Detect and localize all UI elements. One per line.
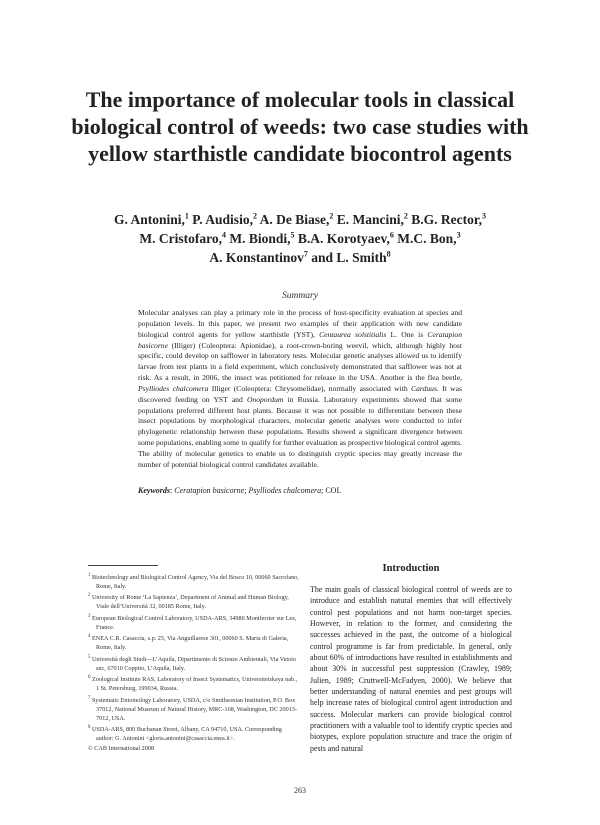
footnote [88,633,300,653]
footnote-divider [88,565,158,566]
footnote-marker: 8 [88,725,91,731]
author-name: B.G. Rector, [411,212,482,227]
footnote-marker: 7 [88,695,91,701]
author-list [80,210,520,267]
affiliation-marker: 1 [184,211,189,221]
footnote-text: ENEA C.R. Casaccia, s.p. 25, Via Anguillarese 301, 00060 S. Maria di Galeria, Rome, Italy. [91,635,289,652]
introduction-heading: Introduction [382,563,440,574]
affiliation-marker: 2 [252,211,257,221]
author-name: E. Mancini, [336,212,404,227]
introduction-text: The main goals of classical biological control of weeds are to introduce and establish natural enemies that will effectively control pest populations and not harm non-target species. However, in relation to the former, and considering the successes achieved in the past, the outcome of a biological control programme is far from predictable. In general, only about 60% of introductions have resulted in establishments and about 30% in successful pest suppression (Crawley, 1989; Julien, 1989; Cruttwell-McFadyen, 2000). We believe that better understanding of natural enemies and pest groups will help increase rates of biological control agent introduction and success. Molecular markers can provide biological control practitioners with a valuable tool to identify cryptic species and biotypes, explore population structure and trace the origin of pests and natural [310,585,512,753]
keyword-term: Psylliodes chalcomera [248,486,322,495]
species-name: Psylliodes chalcomera [138,383,209,393]
footnote-text: European Biological Control Laboratory, USDA-ARS, 34980 Montferrier sur Lez, France. [91,615,297,631]
summary-heading: Summary [282,291,318,301]
page-number: 263 [294,786,306,795]
summary-fragment: Molecular analyses can play a primary role in the process of host-specificity evaluation at species and population levels. In this paper, we present two examples of their application with new candidate biological control agents for yellow starthistle (YST), [138,308,462,339]
author-name: G. Antonini, [114,212,185,227]
keywords-separator: : [170,486,175,495]
footnote-text: Zoological Institute RAS, Laboratory of Insect Systematics, Universitetskaya nab., 1 St. Petersburg, 199034, Russia. [91,676,298,693]
affiliation-marker: 6 [389,230,394,240]
footnote-marker: 2 [88,593,91,599]
affiliation-marker: 4 [222,230,227,240]
author-name: M. Cristofaro, [139,231,223,246]
keywords [138,486,462,495]
footnote-marker: 5 [88,654,91,660]
author-name: A. De Biase, [259,212,330,227]
summary-fragment: Illiger (Coleoptera: Chrysomelidae), normally associated with [208,383,412,393]
footnote-text: University of Rome ‘La Sapienza’, Department of Animal and Human Biology, Viale dell’Università 32, 00185 Rome, Italy. [91,594,289,611]
summary-fragment: . It was discovered feeding on YST and [138,383,462,404]
footnote [88,592,300,612]
keywords-separator: ; [244,486,249,495]
summary-fragment: L. One is [386,329,428,339]
footnote-text: USDA-ARS, 800 Buchanan Street, Albany, CA 94710, USA. Corresponding author: G. Antonini <gloria.antonini@casaccia.enea.it>. [91,726,282,743]
footnote [88,572,300,592]
footnotes [88,572,300,754]
affiliation-marker: 2 [403,211,408,221]
affiliation-marker: 3 [456,230,461,240]
summary-fragment: (Illiger) (Coleoptera: Apionidae), a root-crown-boring weevil, which, although highly host specific, could develop on safflower in laboratory tests. Molecular genetic analyses allowed us to identify larvae from test plants in a field experiment, which conclusively demonstrated that safflower was not at risk. As a result, in 2006, the insect was petitioned for release in the USA. Another is the flea beetle, [138,340,462,383]
keywords-label: Keywords [138,486,170,495]
footnote-marker: 4 [88,634,91,640]
keyword-term: Ceratapion basicorne [174,486,245,495]
keyword-term: ; COI. [321,486,342,495]
footnote-text: Biotechnology and Biological Control Agency, Via del Bosco 10, 00060 Sacrofano, Rome, Italy. [91,574,299,591]
affiliation-marker: 3 [481,211,486,221]
author-name: M.C. Bon, [397,231,457,246]
author-name: M. Biondi, [229,231,291,246]
footnote-text: Systematic Entomology Laboratory, USDA, c/o Smithsonian Institution, P.O. Box 37012, National Museum of Natural History, MRC-168, Washington, DC 20013-7012, USA. [91,696,297,722]
author-name: B.A. Korotyaev, [297,231,390,246]
footnote [88,674,300,694]
species-name: Centaurea solstitialis [319,329,387,339]
affiliation-marker: 2 [329,211,334,221]
affiliation-marker: 5 [290,230,295,240]
affiliation-marker: 7 [303,249,308,259]
author-name: P. Audisio, [192,212,253,227]
summary-fragment: in Russia. Laboratory experiments showed that some populations preferred different host plants. Because it was not possible to differentiate between these insect populations by morphological characters, molecular genetic analyses were conducted to infer phylogenetic relationship between these populations. Results showed a significant divergence between some populations, enabling some to qualify for further evaluation as prospective biological control agents. The ability of molecular genetics to enable us to distinguish cryptic species may greatly increase the number of potential biological control candidates available. [138,394,462,469]
affiliation-marker: 8 [386,249,391,259]
footnote [88,745,300,754]
footnote-marker: 1 [88,573,91,578]
author-name: A. Konstantinov [209,250,304,265]
species-name: Ceratapion basicorne [138,329,462,350]
footnote [88,613,300,633]
footnote [88,654,300,674]
footnote [88,724,300,744]
footnote-marker: 6 [88,675,91,681]
footnote-text: Università degli Studi—L’Aquila, Dipartimento di Scienze Ambientali, Via Vetoio snc, 67010 Coppito, L’Aquila, Italy. [91,655,296,672]
paper-title: The importance of molecular tools in classical biological control of weeds: two case studies with yellow starthistle candidate biocontrol agents [71,87,529,166]
footnote-text: © CAB International 2008 [88,744,155,752]
species-name: Carduus [411,383,437,393]
summary-text [138,308,462,471]
species-name: Onopordum [246,394,284,404]
author-name: and L. Smith [311,250,387,265]
footnote [88,695,300,724]
footnote-marker: 3 [88,613,91,619]
